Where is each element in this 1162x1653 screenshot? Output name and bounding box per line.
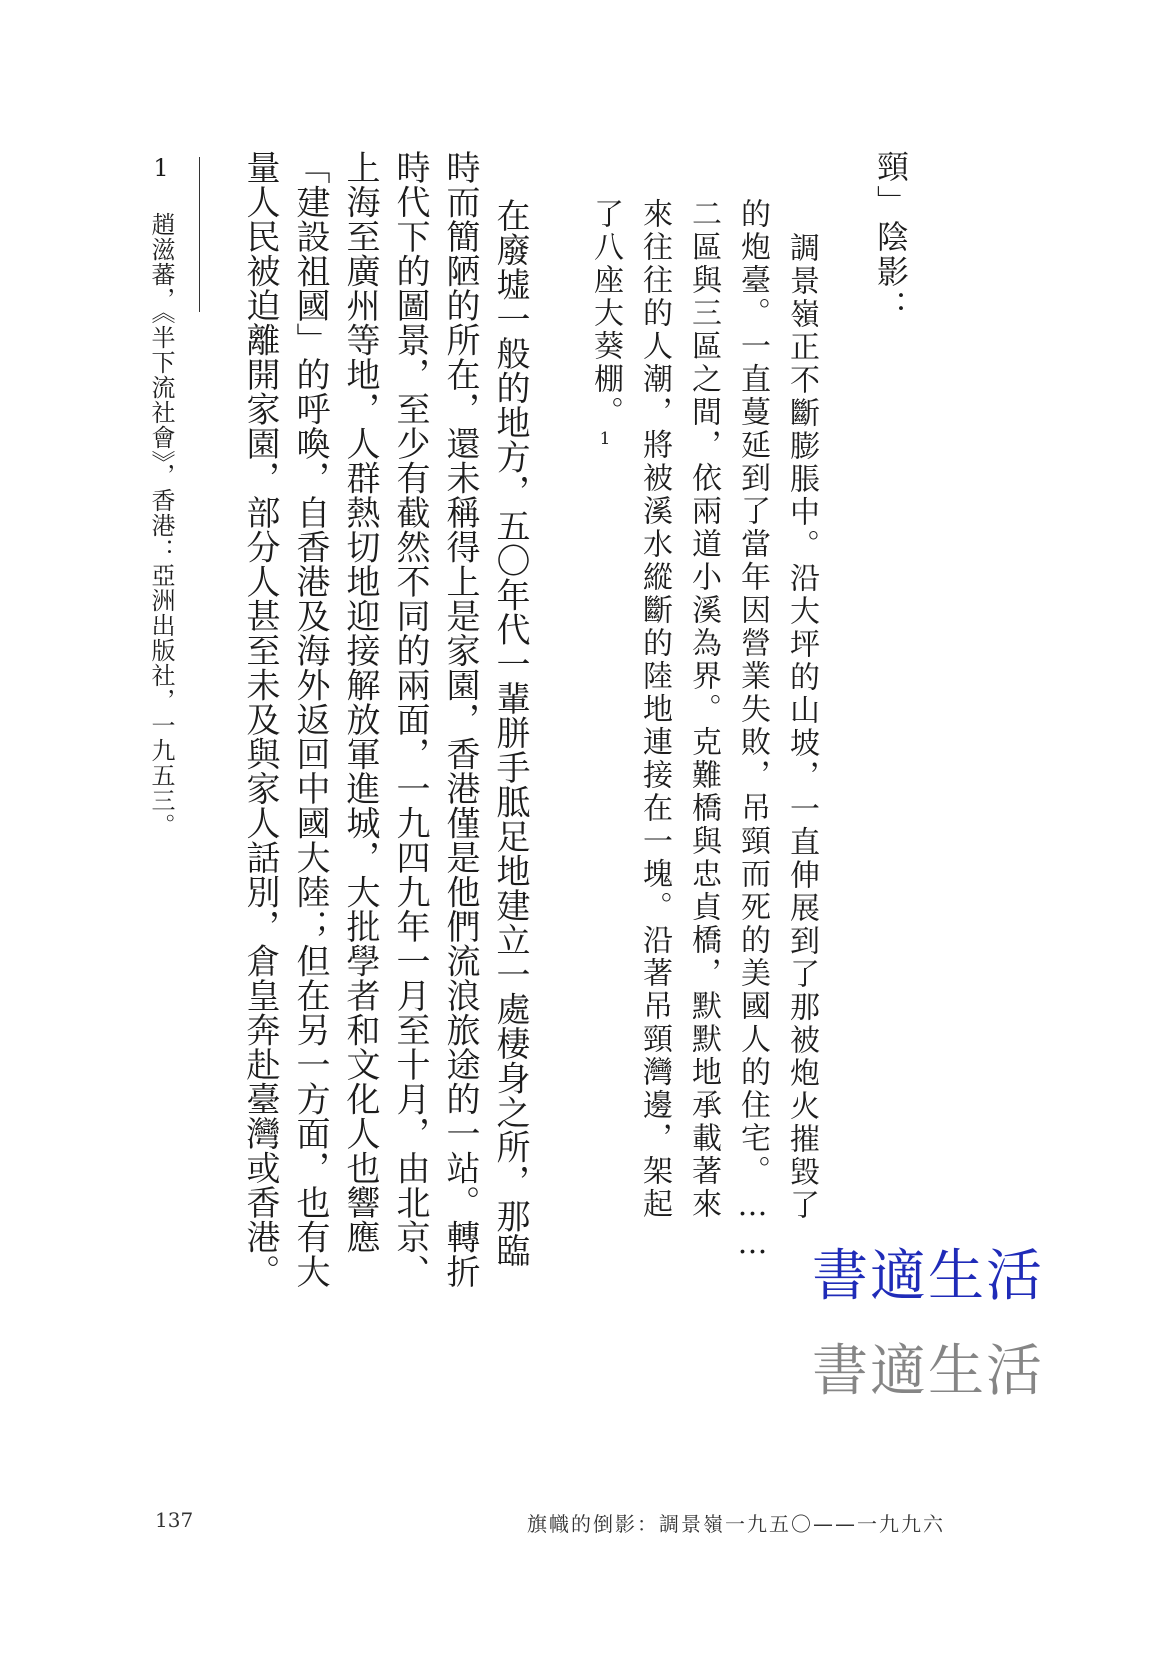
running-title: 旗幟的倒影：調景嶺一九五〇——一九九六	[527, 1512, 945, 1536]
section-header-fragment: 頸」陰影：	[872, 150, 910, 325]
quote-line: 調景嶺正不斷膨脹中。沿大坪的山坡，一直伸展到了那被炮火摧毀了	[784, 232, 819, 1222]
footnote: 1 趙滋蕃，《半下流社會》，香港：亞洲出版社，一九五三。	[147, 154, 175, 838]
watermark-gray: 書適生活	[812, 1339, 1044, 1404]
footnote-reference: 1	[595, 429, 615, 452]
body-line: 「建設祖國」的呼喚，自香港及海外返回中國大陸；但在另一方面，也有大	[290, 150, 330, 1289]
body-line: 上海至廣州等地，人群熱切地迎接解放軍進城，大批學者和文化人也響應	[340, 150, 380, 1254]
quote-line: 的炮臺。一直蔓延到了當年因營業失敗，吊頸而死的美國人的住宅。……	[735, 198, 770, 1264]
footnote-divider	[199, 157, 200, 312]
body-line: 量人民被迫離開家園，部分人甚至未及與家人話別，倉皇奔赴臺灣或香港。	[240, 150, 280, 1289]
body-line: 時代下的圖景，至少有截然不同的兩面，一九四九年一月至十月，由北京、	[390, 150, 430, 1289]
page-number: 137	[155, 1508, 194, 1532]
body-line: 在廢墟一般的地方，五〇年代一輩胼手胝足地建立一處棲身之所，那臨	[490, 198, 530, 1268]
quote-line: 二區與三區之間，依兩道小溪為界。克難橋與忠貞橋，默默地承載著來	[686, 198, 721, 1221]
body-line: 時而簡陋的所在，還未稱得上是家園，香港僅是他們流浪旅途的一站。轉折	[440, 150, 480, 1289]
quote-text: 了八座大葵棚。	[588, 198, 623, 429]
watermark-blue: 書適生活	[812, 1244, 1044, 1309]
quote-line-last	[583, 198, 627, 452]
quote-line: 來往往的人潮，將被溪水縱斷的陸地連接在一塊。沿著吊頸灣邊，架起	[637, 198, 672, 1221]
